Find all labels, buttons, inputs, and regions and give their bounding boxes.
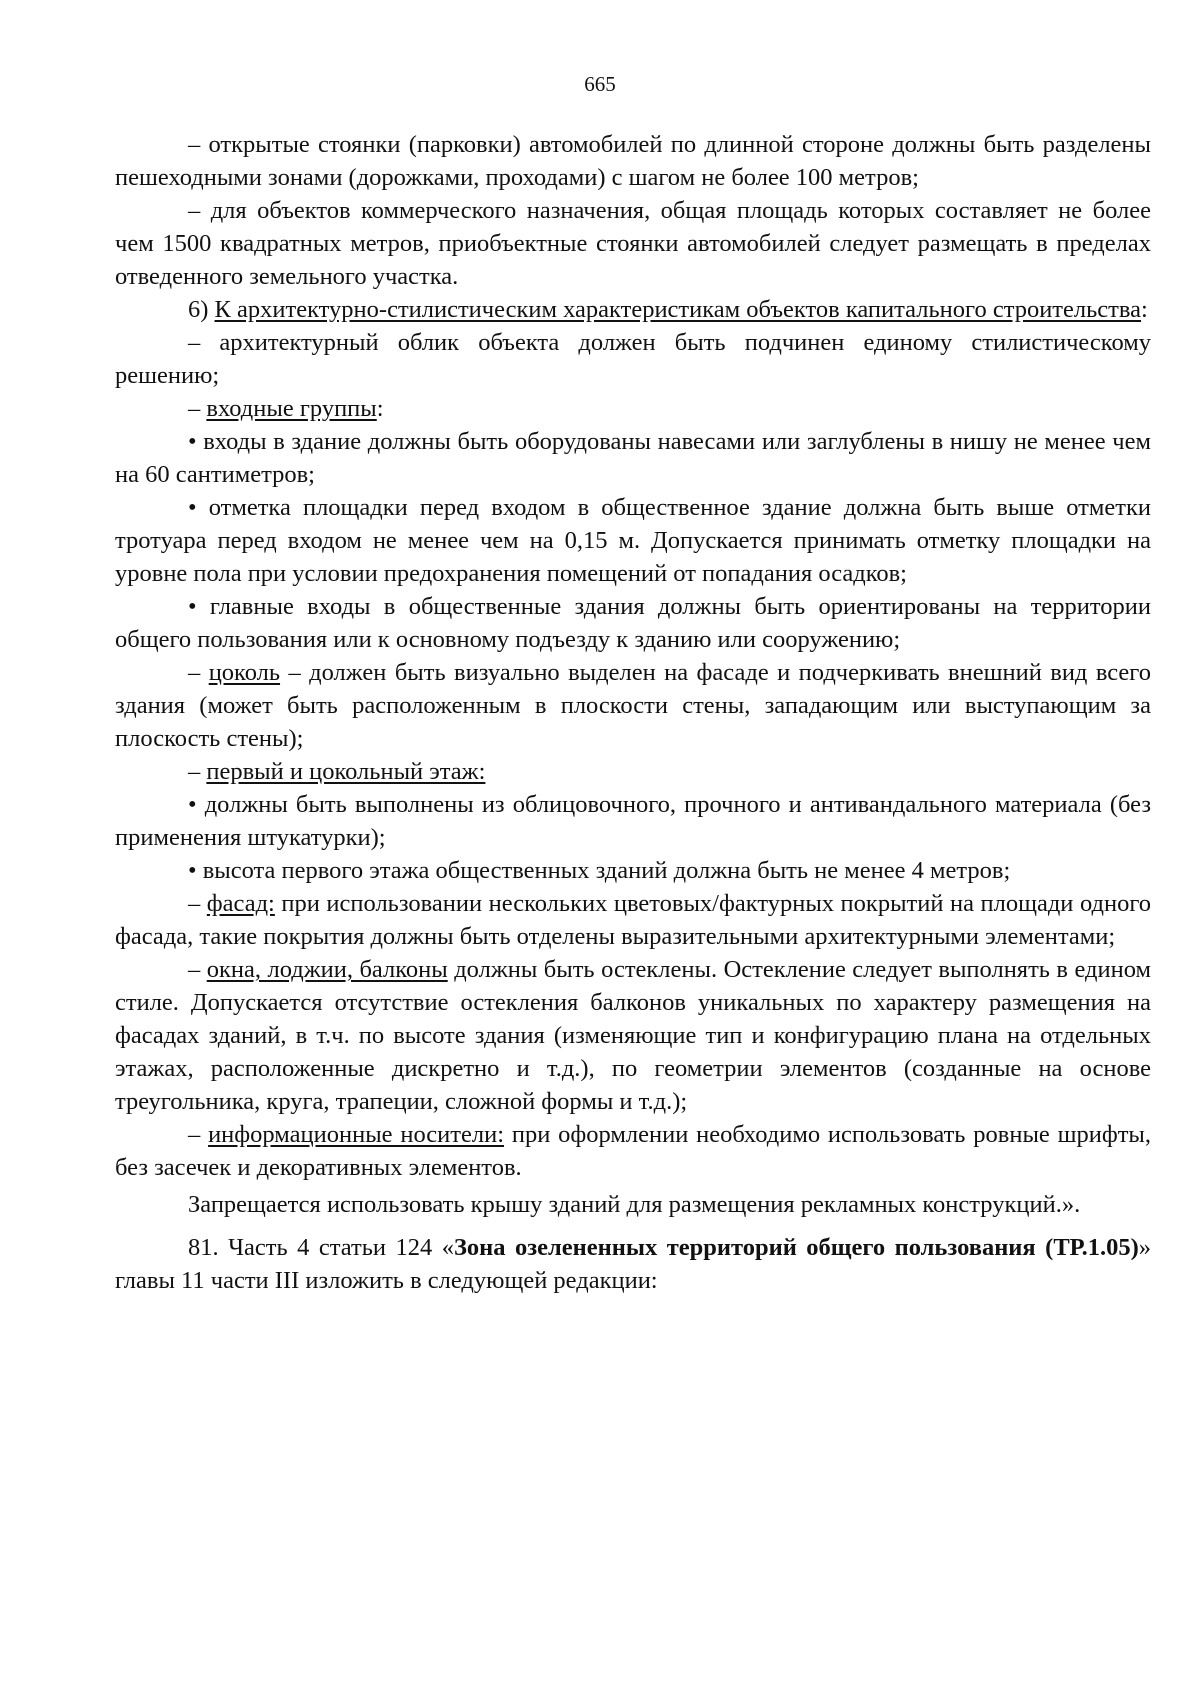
section-number: 6) xyxy=(188,296,215,323)
page-number: 665 xyxy=(584,72,616,96)
underlined-term: входные группы xyxy=(206,395,377,422)
bullet-first-floor-height: • высота первого этажа общественных зданий должна быть не менее 4 метров; xyxy=(188,857,1011,884)
paragraph-architectural-appearance: – архитектурный облик объекта должен быть подчинен единому стилистическому решению; xyxy=(115,329,1151,389)
section-6-heading: 6) К архитектурно-стилистическим характеристикам объектов капитального строительства: xyxy=(188,296,1148,323)
zone-title: Зона озелененных территорий общего пользования (ТР.1.05) xyxy=(454,1234,1139,1261)
bullet-entrance-canopies: • входы в здание должны быть оборудованы навесами или заглублены в нишу не менее чем на 60 сантиметров; xyxy=(115,428,1151,488)
paragraph-commercial-parking: – для объектов коммерческого назначения, общая площадь которых составляет не более чем 1500 квадратных метров, приобъектные стоянки автомобилей следует размещать в пределах отведенного земельного участка. xyxy=(115,197,1151,290)
underlined-term: первый и цокольный этаж: xyxy=(206,758,486,785)
paragraph-facade: – фасад: при использовании нескольких цветовых/фактурных покрытий на площади одного фасада, такие покрытия должны быть отделены выразительными архитектурными элементами; xyxy=(115,890,1152,950)
document-body xyxy=(115,128,1151,1297)
section-title: К архитектурно-стилистическим характеристикам объектов капитального строительства xyxy=(214,296,1141,323)
bullet-facing-material: • должны быть выполнены из облицовочного, прочного и антивандального материала (без применения штукатурки); xyxy=(115,791,1151,851)
paragraph-plinth: – цоколь – должен быть визуально выделен на фасаде и подчеркивать внешний вид всего здания (может быть расположенным в плоскости стены, западающим или выступающим за плоскость стены); xyxy=(115,659,1151,752)
paragraph-roof-advertising: Запрещается использовать крышу зданий для размещения рекламных конструкций.». xyxy=(188,1191,1081,1218)
bullet-entrance-level: • отметка площадки перед входом в общественное здание должна быть выше отметки тротуара перед входом не менее чем на 0,15 м. Допускается принимать отметку площадки на уровне пола при условии предохранения помещений от попадания осадков; xyxy=(115,494,1151,587)
underlined-term: фасад: xyxy=(206,890,275,917)
underlined-term: цоколь xyxy=(208,659,281,686)
paragraph-info-carriers: – информационные носители: при оформлении необходимо использовать ровные шрифты, без засечек и декоративных элементов. xyxy=(115,1121,1152,1181)
item-81: 81. Часть 4 статьи 124 «Зона озелененных территорий общего пользования (ТР.1.05)» главы 11 части III изложить в следующей редакции: xyxy=(115,1234,1151,1294)
paragraph-windows-balconies: – окна, лоджии, балконы должны быть остеклены. Остекление следует выполнять в едином стиле. Допускается отсутствие остекления балконов уникальных по характеру размещения на фасадах зданий, в т.ч. по высоте здания (изменяющие тип и конфигурацию плана на отдельных этажах, расположенные дискретно и т.д.), по геометрии элементов (созданные на основе треугольника, круга, трапеции, сложной формы и т.д.); xyxy=(115,956,1152,1115)
bullet-main-entrances: • главные входы в общественные здания должны быть ориентированы на территории общего пользования или к основному подъезду к зданию или сооружению; xyxy=(115,593,1151,653)
paragraph-parking-zones: – открытые стоянки (парковки) автомобилей по длинной стороне должны быть разделены пешеходными зонами (дорожками, проходами) с шагом не более 100 метров; xyxy=(115,131,1151,191)
underlined-term: окна, лоджии, балконы xyxy=(206,956,448,983)
subheading-entrance-groups: – входные группы: xyxy=(188,395,384,422)
underlined-term: информационные носители: xyxy=(208,1121,505,1148)
subheading-first-floor: – первый и цокольный этаж: xyxy=(188,758,486,785)
